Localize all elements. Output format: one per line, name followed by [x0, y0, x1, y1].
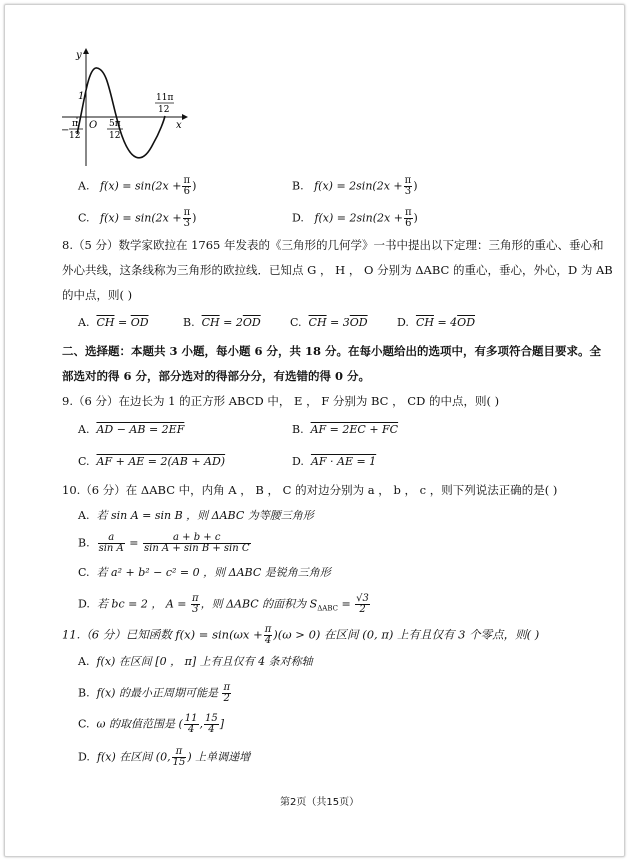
q9-option-d[interactable]: D. AF · AE = 1	[292, 455, 377, 468]
y-label: y	[76, 50, 82, 61]
eleven-pi-den: 12	[158, 105, 170, 115]
q7-option-a[interactable]: A. f(x) = sin(2x + $\frac{\pi}{6}$ )	[78, 175, 197, 197]
q7-option-c[interactable]: C. f(x) = sin(2x + $\frac{\pi}{3}$ )	[78, 207, 197, 229]
q7-option-d[interactable]: D. f(x) = 2sin(2x + $\frac{\pi}{6}$ )	[292, 207, 418, 229]
q8-option-a[interactable]: A. $\overline{CH} = \overline{OD}$	[78, 316, 149, 329]
y-axis-arrow	[83, 48, 89, 54]
q7-option-b[interactable]: B. f(x) = 2sin(2x + $\frac{\pi}{3}$ )	[292, 175, 418, 197]
q10-option-a[interactable]: A. 若 sin A = sin B ，则 ΔABC 为等腰三角形	[78, 509, 314, 522]
q11-stem: 11.（6 分）已知函数 f(x) = sin(ωx + $\frac{\pi}{4}$ )(ω > 0) 在区间 (0, π) 上有且仅有 3 个零点，则( )	[62, 624, 540, 646]
sine-graph	[60, 44, 195, 169]
section2-heading-line2: 部选对的得 6 分，部分选对的得部分分，有选错的得 0 分。	[62, 369, 371, 383]
x-label: x	[176, 120, 182, 131]
one-label: 1	[78, 91, 85, 102]
q8-option-c[interactable]: C. $\overline{CH} = 3\overline{OD}$	[290, 316, 368, 329]
q10-option-d[interactable]: D. 若 bc = 2 ， A = $\frac{\pi}{3}$ ，则 ΔABC 的面积为 $S_{\Delta ABC}$ = $\frac{√3}{2}$	[78, 593, 369, 615]
x-axis-arrow	[182, 114, 188, 120]
q11-option-a[interactable]: A. f(x) 在区间 [0 ， π] 上有且仅有 4 条对称轴	[78, 655, 313, 668]
five-pi-num: 5π	[109, 119, 121, 129]
origin-label: O	[89, 120, 98, 131]
q8-stem-line3: 的中点，则( )	[62, 288, 133, 302]
q10-option-b[interactable]: B. $\frac{a}{\text{sin A}}$ = $\frac{a + b + c}{\text{sin A + sin B + sin C}}$	[78, 532, 250, 554]
q9-option-c[interactable]: C. AF + AE = 2(AB + AD)	[78, 455, 226, 468]
five-pi-den: 12	[109, 131, 121, 141]
eleven-pi-num: 11π	[156, 93, 174, 103]
q8-stem-line1: 8.（5 分）数学家欧拉在 1765 年发表的《三角形的几何学》一书中提出以下定理：三角形的重心、垂心和	[62, 238, 604, 252]
neg-sign: −	[61, 125, 70, 136]
q9-option-a[interactable]: A. AD − AB = 2EF	[78, 423, 185, 436]
q8-stem-line2: 外心共线，这条线称为三角形的欧拉线．已知点 G ， H ， O 分别为 ΔABC 的重心，垂心，外心，D 为 AB	[62, 263, 613, 277]
q9-stem: 9.（6 分）在边长为 1 的正方形 ABCD 中， E ， F 分别为 BC ， CD 的中点，则( )	[62, 394, 500, 408]
neg-pi-den: 12	[69, 131, 81, 141]
sine-curve	[77, 68, 165, 158]
q8-option-b[interactable]: B. $\overline{CH} = 2\overline{OD}$	[183, 316, 261, 329]
neg-pi-num: π	[72, 119, 78, 129]
q8-option-d[interactable]: D. $\overline{CH} = 4\overline{OD}$	[397, 316, 476, 329]
section2-heading-line1: 二、选择题：本题共 3 小题，每小题 6 分，共 18 分。在每小题给出的选项中，有多项符合题目要求。全	[62, 344, 602, 358]
q9-option-b[interactable]: B. AF = 2EC + FC	[292, 423, 399, 436]
q11-option-c[interactable]: C. ω 的取值范围是 ( $\frac{11}{4}$ , $\frac{15}{4}$ ]	[78, 713, 225, 735]
q10-option-c[interactable]: C. 若 a² + b² − c² = 0 ，则 ΔABC 是锐角三角形	[78, 566, 331, 579]
page-footer: 第2页（共15页）	[280, 797, 360, 808]
q11-option-b[interactable]: B. f(x) 的最小正周期可能是 $\frac{\pi}{2}$	[78, 682, 231, 704]
q10-stem: 10.（6 分）在 ΔABC 中，内角 A ， B ， C 的对边分别为 a ， b ， c ，则下列说法正确的是( )	[62, 483, 558, 497]
q11-option-d[interactable]: D. f(x) 在区间 (0, $\frac{\pi}{15}$ ) 上单调递增	[78, 746, 251, 768]
